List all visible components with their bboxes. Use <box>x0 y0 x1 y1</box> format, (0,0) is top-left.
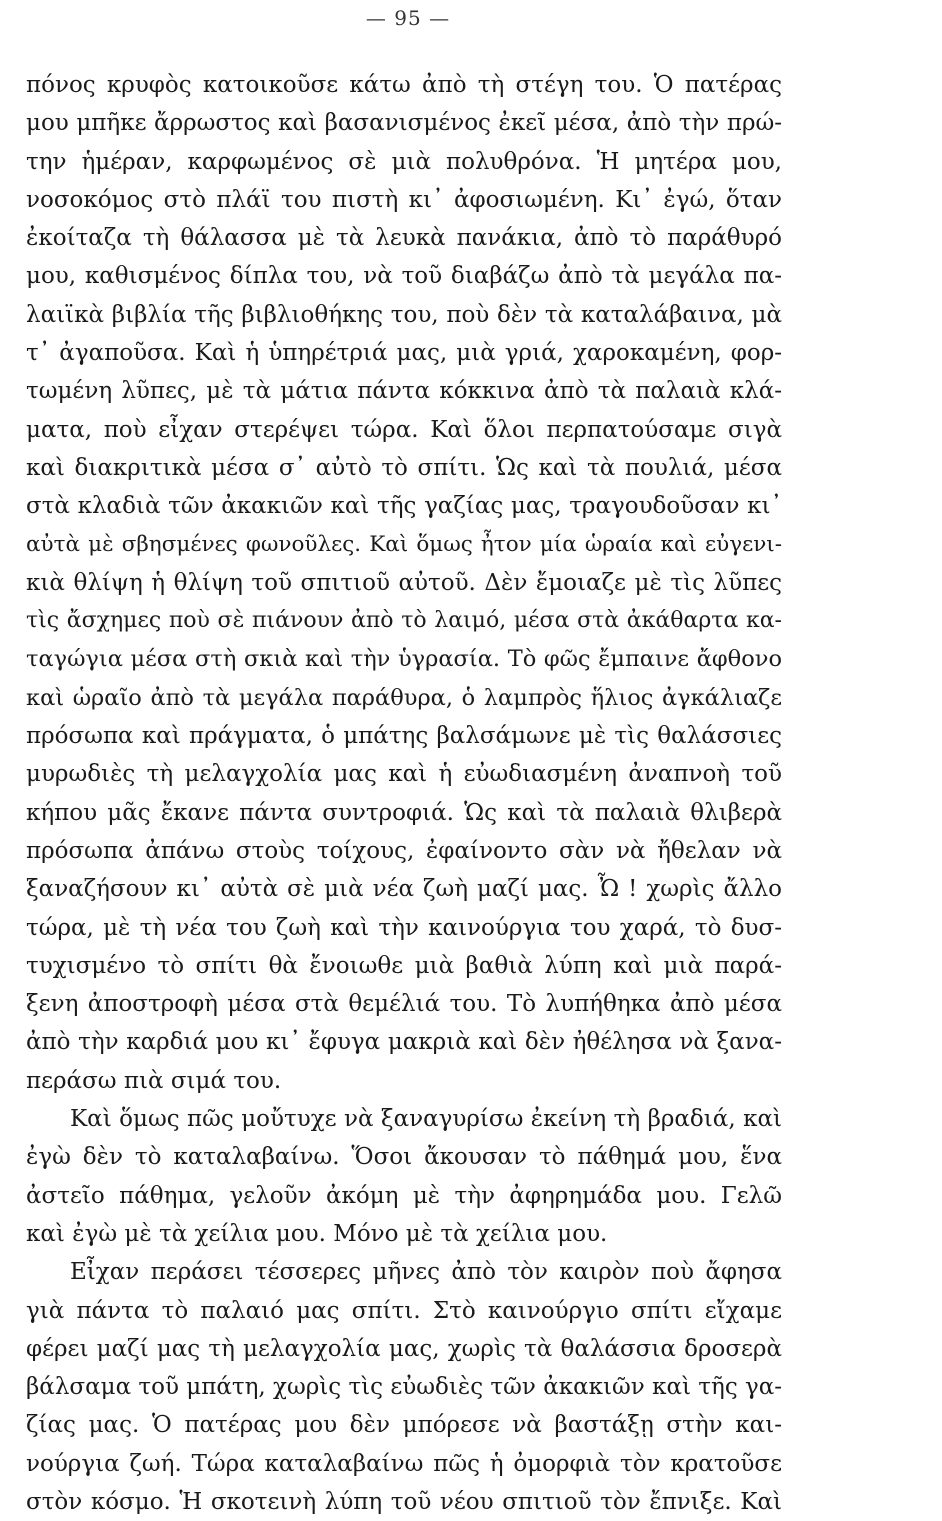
text-line: ἀπὸ τὴν καρδιά μου κι᾽ ἔφυγα μακριὰ καὶ δὲν ἠθέλησα νὰ ξανα- <box>26 1029 782 1056</box>
text-line: φέρει μαζί μας τὴ μελαγχολία μας, χωρὶς τὰ θαλάσσια δροσερὰ <box>26 1335 782 1362</box>
text-line: πόνος κρυφὸς κατοικοῦσε κάτω ἀπὸ τὴ στέγη του. Ὁ πατέρας <box>26 72 782 98</box>
text-line: νοσοκόμος στὸ πλάϊ του πιστὴ κι᾽ ἀφοσιωμένη. Κι᾽ ἐγώ, ὅταν <box>26 186 782 213</box>
text-line: ἐκοίταζα τὴ θάλασσα μὲ τὰ λευκὰ πανάκια, ἀπὸ τὸ παράθυρό <box>26 225 782 252</box>
text-line: ζίας μας. Ὁ πατέρας μου δὲν μπόρεσε νὰ βαστάξῃ στὴν και- <box>26 1412 782 1439</box>
text-line: την ἡμέραν, καρφωμένος σὲ μιὰ πολυθρόνα. Ἡ μητέρα μου, <box>26 148 782 175</box>
paragraph-2 <box>26 1100 782 1253</box>
text-line: ἀστεῖο πάθημα, γελοῦν ἀκόμη μὲ τὴν ἀφηρημάδα μου. Γελῶ <box>26 1182 782 1209</box>
text-line: τ᾽ ἀγαποῦσα. Καὶ ἡ ὑπηρέτριά μας, μιὰ γριά, χαροκαμένη, φορ- <box>26 340 782 367</box>
text-line: καὶ ὡραῖο ἀπὸ τὰ μεγάλα παράθυρα, ὁ λαμπρὸς ἥλιος ἀγκάλιαζε <box>26 684 782 711</box>
paragraph-1 <box>26 66 782 1100</box>
text-line: αὐτὰ μὲ σβησμένες φωνοῦλες. Καὶ ὅμως ἦτον μία ὡραία καὶ εὐγενι- <box>26 531 782 557</box>
text-line: τώρα, μὲ τὴ νέα του ζωὴ καὶ τὴν καινούργια του χαρά, τὸ δυσ- <box>26 914 782 941</box>
text-line: τὶς ἄσχημες ποὺ σὲ πιάνουν ἀπὸ τὸ λαιμό, μέσα στὰ ἀκάθαρτα κα- <box>26 608 782 634</box>
text-line: καὶ διακριτικὰ μέσα σ᾽ αὐτὸ τὸ σπίτι. Ὡς καὶ τὰ πουλιά, μέσα <box>26 454 782 481</box>
text-line: στὸν κόσμο. Ἡ σκοτεινὴ λύπη τοῦ νέου σπιτιοῦ τὸν ἔπνιξε. Καὶ <box>26 1488 782 1515</box>
text-line: καὶ ἐγὼ μὲ τὰ χείλια μου. Μόνο μὲ τὰ χείλια μου. <box>26 1220 608 1247</box>
text-line: ἐγὼ δὲν τὸ καταλαβαίνω. Ὅσοι ἄκουσαν τὸ πάθημά μου, ἕνα <box>26 1144 782 1171</box>
text-line: γιὰ πάντα τὸ παλαιό μας σπίτι. Στὸ καινούργιο σπίτι εἴχαμε <box>26 1297 782 1324</box>
text-line: νούργια ζωή. Τώρα καταλαβαίνω πῶς ἡ ὀμορφιὰ τὸν κρατοῦσε <box>26 1450 782 1477</box>
text-line: μου μπῆκε ἄρρωστος καὶ βασανισμένος ἐκεῖ μέσα, ἀπὸ τὴν πρώ- <box>26 110 782 137</box>
text-line: Εἶχαν περάσει τέσσερες μῆνες ἀπὸ τὸν καιρὸν ποὺ ἄφησα <box>70 1259 782 1286</box>
text-line: κιὰ θλίψη ἡ θλίψη τοῦ σπιτιοῦ αὐτοῦ. Δὲν ἔμοιαζε μὲ τὶς λῦπες <box>26 569 782 596</box>
text-line: μου, καθισμένος δίπλα του, νὰ τοῦ διαβάζω ἀπὸ τὰ μεγάλα πα- <box>26 263 782 290</box>
text-line: ξαναζήσουν κι᾽ αὐτὰ σὲ μιὰ νέα ζωὴ μαζί μας. Ὦ ! χωρὶς ἄλλο <box>26 876 782 903</box>
text-line: τωμένη λῦπες, μὲ τὰ μάτια πάντα κόκκινα ἀπὸ τὰ παλαιὰ κλά- <box>26 378 782 405</box>
text-line: πρόσωπα ἀπάνω στοὺς τοίχους, ἐφαίνοντο σὰν νὰ ἤθελαν νὰ <box>26 837 782 864</box>
text-line: λαιϊκὰ βιβλία τῆς βιβλιοθήκης του, ποὺ δὲν τὰ καταλάβαινα, μὰ <box>26 301 782 328</box>
text-line: ματα, ποὺ εἶχαν στερέψει τώρα. Καὶ ὅλοι περπατούσαμε σιγὰ <box>26 416 782 443</box>
text-line: μυρωδιὲς τὴ μελαγχολία μας καὶ ἡ εὐωδιασμένη ἀναπνοὴ τοῦ <box>26 761 782 788</box>
text-line: στὰ κλαδιὰ τῶν ἀκακιῶν καὶ τῆς γαζίας μας, τραγουδοῦσαν κι᾽ <box>26 493 782 520</box>
text-line: περάσω πιὰ σιμά του. <box>26 1067 282 1094</box>
text-line: βάλσαμα τοῦ μπάτη, χωρὶς τὶς εὐωδιὲς τῶν ἀκακιῶν καὶ τῆς γα- <box>26 1374 783 1401</box>
text-line: ξενη ἀποστροφὴ μέσα στὰ θεμέλιά του. Τὸ λυπήθηκα ἀπὸ μέσα <box>26 991 782 1018</box>
paragraph-3 <box>26 1253 782 1521</box>
text-line: τυχισμένο τὸ σπίτι θὰ ἔνοιωθε μιὰ βαθιὰ λύπη καὶ μιὰ παρά- <box>26 952 782 979</box>
text-line: πρόσωπα καὶ πράγματα, ὁ μπάτης βαλσάμωνε μὲ τὶς θαλάσσιες <box>26 723 782 750</box>
page-number: — 95 — <box>365 6 451 30</box>
body-text <box>26 66 782 1521</box>
text-line: ταγώγια μέσα στὴ σκιὰ καὶ τὴν ὑγρασία. Τὸ φῶς ἔμπαινε ἄφθονο <box>26 646 782 673</box>
text-line: κήπου μᾶς ἔκανε πάντα συντροφιά. Ὡς καὶ τὰ παλαιὰ θλιβερὰ <box>26 799 782 826</box>
text-line: Καὶ ὅμως πῶς μοὔτυχε νὰ ξαναγυρίσω ἐκείνη τὴ βραδιά, καὶ <box>70 1106 782 1133</box>
